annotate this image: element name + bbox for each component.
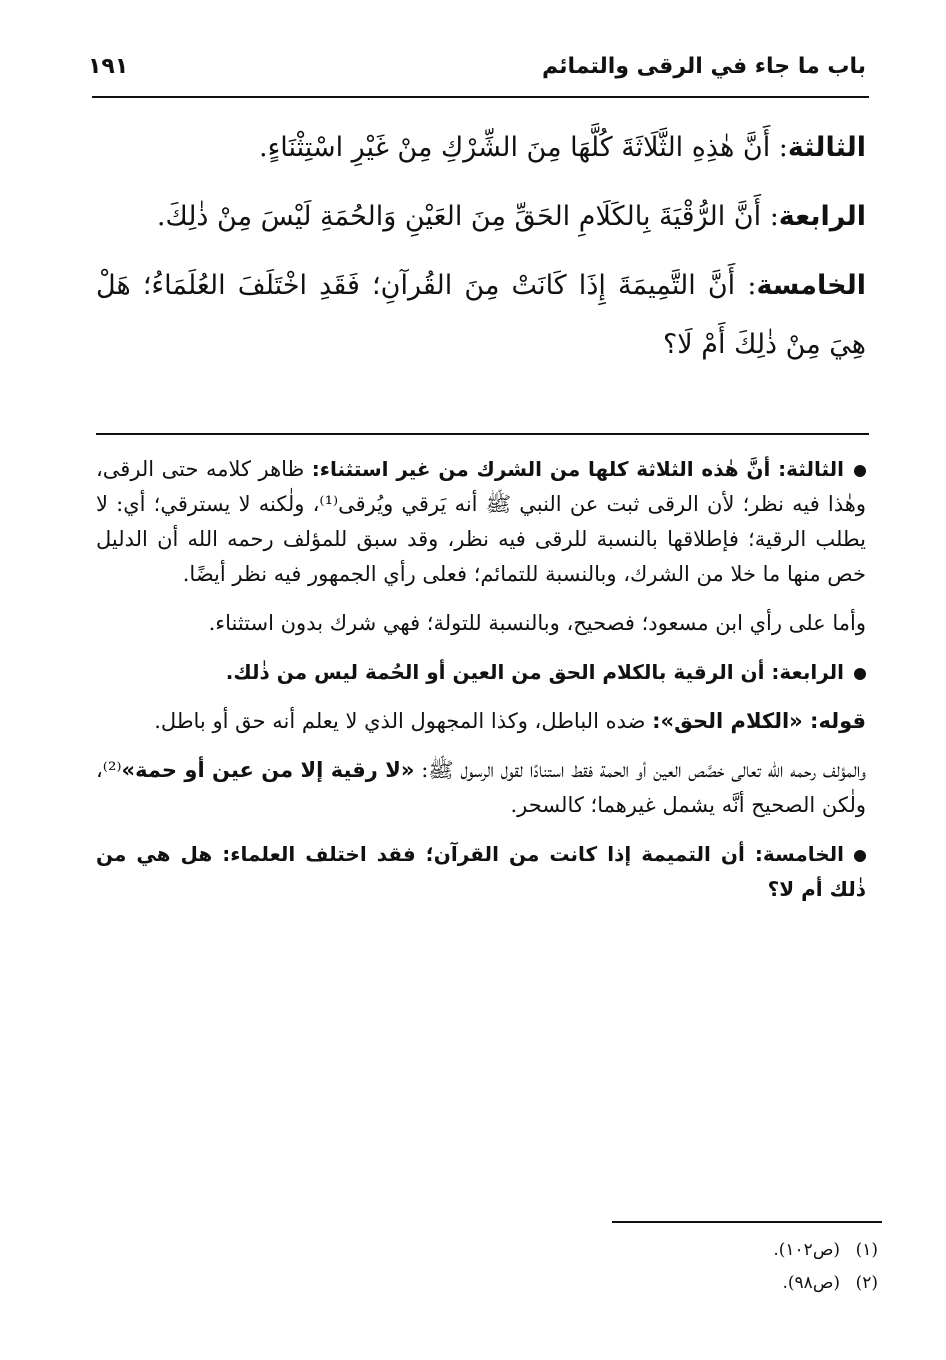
commentary-para-5 <box>96 753 866 823</box>
matn-point-third <box>96 118 866 177</box>
commentary-para-1 <box>96 452 866 592</box>
commentary-para-2 <box>96 606 866 641</box>
chapter-title: باب ما جاء في الرقى والتمائم <box>542 54 866 79</box>
footnote-number: (٢) <box>855 1273 878 1293</box>
matn-body: : أَنَّ هٰذِهِ الثَّلَاثَةَ كُلَّهَا مِنَ الشِّرْكِ مِنْ غَيْرِ اسْتِثْنَاءٍ. <box>259 132 788 163</box>
commentary-para-4 <box>96 704 866 739</box>
commentary-body: ظاهر كلامه حتى الرقى، وهٰذا فيه نظر؛ لأن الرقى ثبت عن النبي ﷺ أنه يَرقي ويُرقى⁽¹⁾، ولٰكنه لا يسترقي؛ أي: لا يطلب الرقية؛ فإطلاقها بالنسبة للرقى فيه نظر، وقد سبق للمؤلف رحمه الله أن الدليل خص منها ما خلا من الشرك، وبالنسبة للتمائم؛ فعلى رأي الجمهور فيه نظر أيضًا. <box>96 457 866 586</box>
matn-point-fourth <box>96 187 866 246</box>
bullet-icon <box>854 850 866 862</box>
page-number: ١٩١ <box>88 54 129 79</box>
hadith-quote: «لا رقية إلا من عين أو حمة» <box>121 758 415 782</box>
matn-text <box>96 118 866 384</box>
footnotes <box>478 1234 878 1300</box>
commentary-body: ضده الباطل، وكذا المجهول الذي لا يعلم أنه حق أو باطل. <box>154 709 646 733</box>
footnote-rule <box>612 1221 882 1223</box>
bullet-icon <box>854 668 866 680</box>
footnote-item <box>478 1267 878 1300</box>
bullet-icon <box>854 465 866 477</box>
commentary-heading: الرابعة: أن الرقية بالكلام الحق من العين أو الحُمة ليس من ذٰلك. <box>225 660 844 684</box>
commentary-heading: الثالثة: أنَّ هٰذه الثلاثة كلها من الشرك من غير استثناء: <box>311 457 844 481</box>
matn-body: : أَنَّ التَّمِيمَةَ إِذَا كَانَتْ مِنَ القُرآنِ؛ فَقَدِ اخْتَلَفَ العُلَمَاءُ؛ هَلْ هِيَ مِنْ ذٰلِكَ أَمْ لَا؟ <box>96 270 866 360</box>
commentary-body: وأما على رأي ابن مسعود؛ فصحيح، وبالنسبة للتولة؛ فهي شرك بدون استثناء. <box>208 611 866 635</box>
matn-body: : أَنَّ الرُّقْيَةَ بِالكَلَامِ الحَقِّ مِنَ العَيْنِ وَالحُمَةِ لَيْسَ مِنْ ذٰلِكَ. <box>156 201 779 232</box>
commentary-para-3 <box>96 655 866 690</box>
matn-label: الخامسة <box>756 270 866 301</box>
footnote-item <box>478 1234 878 1267</box>
running-header <box>88 50 866 90</box>
quote-lead: قوله: «الكلام الحق»: <box>652 709 866 733</box>
footnote-text: (ص٩٨). <box>782 1273 840 1293</box>
matn-label: الثالثة <box>787 132 866 163</box>
matn-point-fifth <box>96 256 866 374</box>
matn-label: الرابعة <box>778 201 866 232</box>
footnote-text: (ص١٠٢). <box>773 1240 840 1260</box>
commentary-text <box>96 452 866 921</box>
header-rule <box>92 96 869 98</box>
commentary-para-6 <box>96 837 866 907</box>
footnote-number: (١) <box>855 1240 878 1260</box>
section-divider <box>96 433 869 435</box>
commentary-body: والمؤلف رحمه الله تعالى خصَّص العين أو الحمة فقط استنادًا لقول الرسول ﷺ: <box>414 758 866 782</box>
commentary-body: ⁽²⁾، ولٰكن الصحيح أنَّه يشمل غيرهما؛ كالسحر. <box>96 758 866 817</box>
commentary-heading: الخامسة: أن التميمة إذا كانت من القرآن؛ فقد اختلف العلماء: هل هي من ذٰلك أم لا؟ <box>96 842 866 901</box>
